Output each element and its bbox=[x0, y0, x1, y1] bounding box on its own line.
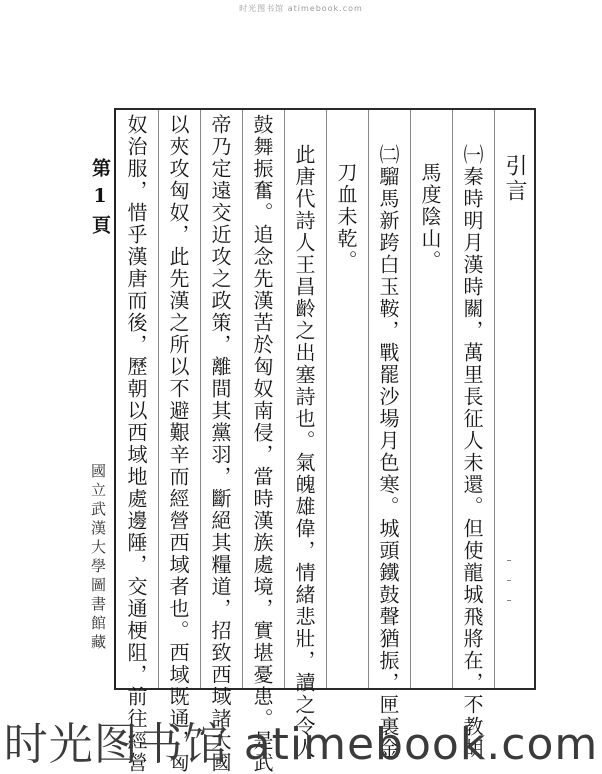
tick bbox=[507, 560, 511, 561]
column-rule bbox=[494, 110, 495, 688]
column-rule bbox=[368, 110, 369, 688]
poem-line-2-cont: 刀血未乾。 bbox=[334, 162, 358, 272]
prose-line-5: 奴治服，惜乎漢唐而後，歷朝以西域地處邊陲，交通梗阻，前往經營 bbox=[124, 114, 148, 774]
tick bbox=[507, 600, 511, 601]
heading-intro: 引言 bbox=[502, 154, 527, 204]
prose-line-2: 鼓舞振奮。追念先漢苦於匈奴南侵，當時漢族處境，實堪憂患。是武 bbox=[250, 114, 274, 774]
column-rule bbox=[200, 110, 201, 688]
poem-line-2: ㈡騮馬新跨白玉鞍，戰罷沙場月色寒。城頭鐵鼓聲猶振，匣裏金 bbox=[376, 144, 400, 760]
column-rule bbox=[410, 110, 411, 688]
page-label: 第1頁 bbox=[89, 158, 111, 242]
prose-line-3: 帝乃定遠交近攻之政策，離間其黨羽，斷絕其糧道，招致西域諸大國 bbox=[208, 114, 232, 774]
margin-ticks bbox=[505, 560, 513, 620]
column-rule bbox=[284, 110, 285, 688]
prose-line-4: 以夾攻匈奴，此先漢之所以不避艱辛而經營西域者也。西域既通，匈 bbox=[166, 114, 190, 774]
top-caption: 时光图书馆 atimebook.com bbox=[239, 4, 363, 13]
column-rule bbox=[452, 110, 453, 688]
column-rule bbox=[158, 110, 159, 688]
tick bbox=[507, 580, 511, 581]
poem-line-1: ㈠秦時明月漢時關，萬里長征人未還。但使龍城飛將在，不教胡 bbox=[460, 144, 484, 760]
poem-line-1-cont: 馬度陰山。 bbox=[418, 162, 442, 272]
watermark: 时光图书馆 atimebook.com bbox=[3, 719, 599, 770]
column-rule bbox=[326, 110, 327, 688]
column-rule bbox=[242, 110, 243, 688]
publisher-imprint: 國立武漢大學圖書館藏 bbox=[89, 463, 107, 653]
prose-line-1: 此唐代詩人王昌齡之出塞詩也。氣魄雄偉，情緒悲壯，讀之令人 bbox=[292, 144, 316, 760]
